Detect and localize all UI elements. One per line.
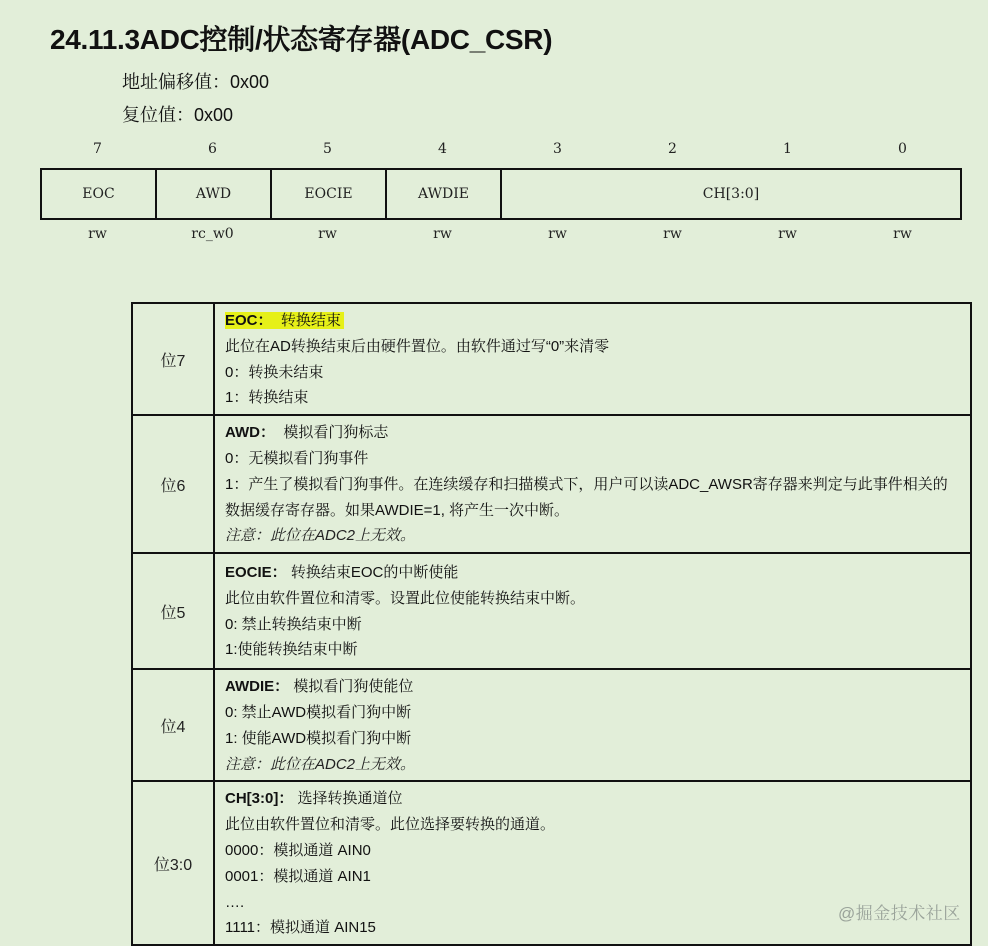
watermark: @掘金技术社区 bbox=[838, 904, 961, 923]
description-line: 此位由软件置位和清零。此位选择要转换的通道。 bbox=[225, 816, 556, 834]
bit-number: 3 bbox=[553, 141, 562, 157]
field-name: AWD： bbox=[225, 424, 275, 442]
bit-description bbox=[214, 669, 971, 781]
register-layout bbox=[40, 168, 962, 220]
field-title: 转换结束 bbox=[272, 312, 341, 329]
access-type: rw bbox=[433, 226, 452, 242]
table-row bbox=[132, 303, 971, 415]
access-type: rw bbox=[548, 226, 567, 242]
access-type: rw bbox=[778, 226, 797, 242]
description-line: 1：转换结束 bbox=[225, 389, 309, 407]
bit-position: 位6 bbox=[132, 415, 214, 553]
field-awd: AWD bbox=[157, 170, 272, 218]
bit-number: 7 bbox=[93, 141, 102, 157]
reset-value: 复位值：0x00 bbox=[122, 105, 234, 125]
description-line: 1：产生了模拟看门狗事件。在连续缓存和扫描模式下，用户可以读ADC_AWSR寄存器来判定与此事件相关的数据缓存寄存器。如果AWDIE=1, 将产生一次中断。 bbox=[225, 475, 948, 519]
field-title: 转换结束EOC的中断使能 bbox=[286, 564, 459, 582]
bit-number: 0 bbox=[898, 141, 907, 157]
field-name: EOC： bbox=[225, 312, 273, 329]
access-type: rw bbox=[893, 226, 912, 242]
description-line: 0：无模拟看门狗事件 bbox=[225, 449, 369, 467]
highlighted-heading bbox=[225, 312, 344, 329]
bit-numbers-row bbox=[40, 141, 960, 157]
table-row bbox=[132, 415, 971, 553]
description-line: 1:使能转换结束中断 bbox=[225, 641, 358, 659]
description-line: 此位在AD转换结束后由硬件置位。由软件通过写“0”来清零 bbox=[225, 337, 610, 355]
bit-number: 6 bbox=[208, 141, 217, 157]
field-name: AWDIE： bbox=[225, 678, 290, 696]
description-line: 此位由软件置位和清零。设置此位使能转换结束中断。 bbox=[225, 589, 586, 607]
address-offset: 地址偏移值：0x00 bbox=[122, 72, 270, 92]
access-type: rw bbox=[88, 226, 107, 242]
field-title: 模拟看门狗标志 bbox=[275, 424, 389, 442]
note-line: 注意：此位在ADC2上无效。 bbox=[225, 527, 416, 545]
section-title: 24.11.3ADC控制/状态寄存器(ADC_CSR) bbox=[50, 24, 553, 55]
table-row bbox=[132, 669, 971, 781]
access-row bbox=[40, 226, 960, 242]
table-row bbox=[132, 553, 971, 669]
bit-description bbox=[214, 415, 971, 553]
bit-position: 位5 bbox=[132, 553, 214, 669]
description-line: 0：转换未结束 bbox=[225, 363, 324, 381]
description-line: 0: 禁止转换结束中断 bbox=[225, 615, 362, 633]
description-line: 0000：模拟通道 AIN0 bbox=[225, 841, 371, 859]
field-name: CH[3:0]： bbox=[225, 790, 294, 808]
access-type: rw bbox=[318, 226, 337, 242]
bit-number: 5 bbox=[323, 141, 332, 157]
description-line: …. bbox=[225, 893, 245, 911]
bit-number: 2 bbox=[668, 141, 677, 157]
field-awdie: AWDIE bbox=[387, 170, 502, 218]
bit-description-table bbox=[131, 302, 972, 946]
note-line: 注意：此位在ADC2上无效。 bbox=[225, 755, 416, 773]
access-type: rw bbox=[663, 226, 682, 242]
description-line: 1111：模拟通道 AIN15 bbox=[225, 919, 376, 937]
bit-description bbox=[214, 553, 971, 669]
field-ch: CH[3:0] bbox=[702, 186, 760, 202]
field-title: 选择转换通道位 bbox=[293, 790, 403, 808]
field-title: 模拟看门狗使能位 bbox=[289, 678, 414, 696]
access-type: rc_w0 bbox=[191, 226, 234, 242]
field-eoc: EOC bbox=[42, 170, 157, 218]
description-line: 0: 禁止AWD模拟看门狗中断 bbox=[225, 703, 412, 721]
field-name: EOCIE： bbox=[225, 564, 287, 582]
bit-number: 1 bbox=[783, 141, 792, 157]
bit-position: 位3:0 bbox=[132, 781, 214, 945]
bit-position: 位4 bbox=[132, 669, 214, 781]
description-line: 0001：模拟通道 AIN1 bbox=[225, 867, 371, 885]
bit-description bbox=[214, 303, 971, 415]
description-line: 1: 使能AWD模拟看门狗中断 bbox=[225, 729, 412, 747]
bit-number: 4 bbox=[438, 141, 447, 157]
bit-position: 位7 bbox=[132, 303, 214, 415]
field-eocie: EOCIE bbox=[272, 170, 387, 218]
